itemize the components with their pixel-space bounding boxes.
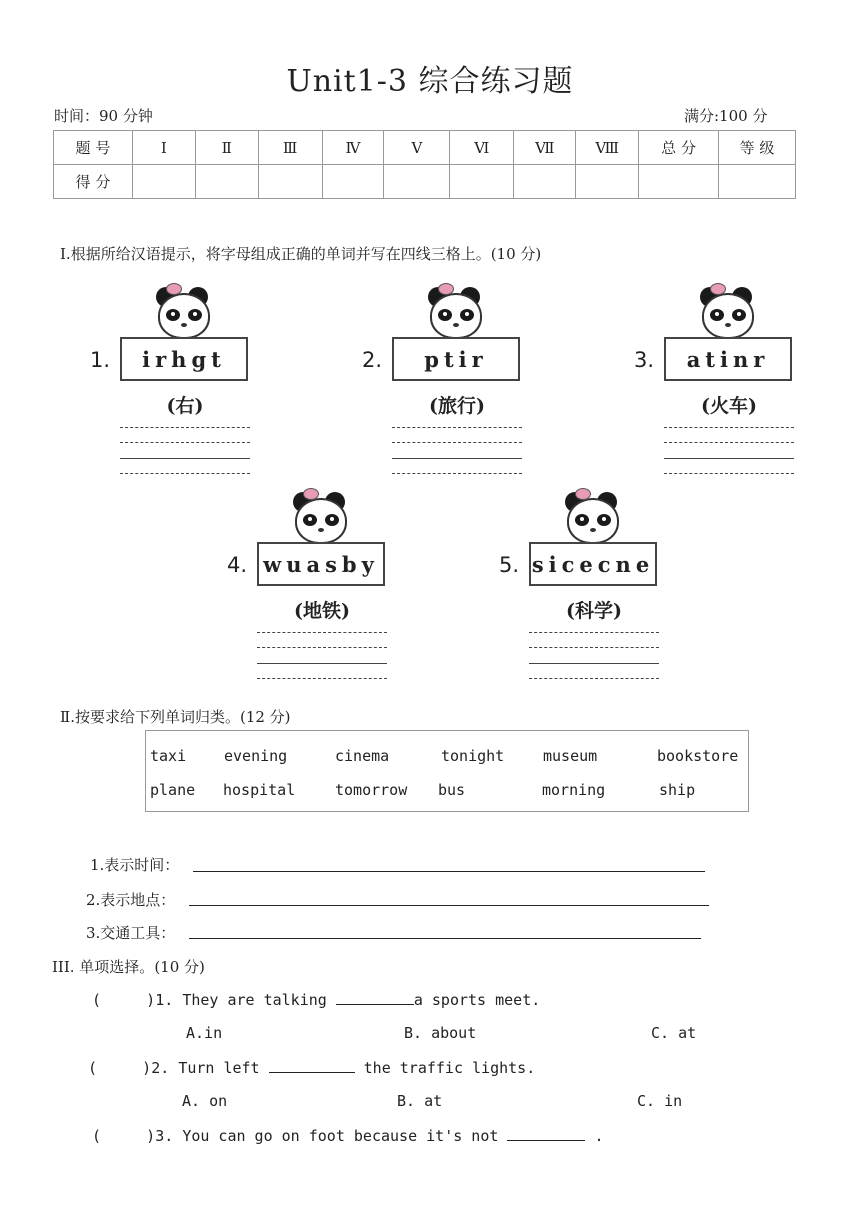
page-title: Unit1-3 综合练习题 xyxy=(286,64,574,99)
table-cell: Ⅳ xyxy=(322,131,384,165)
score-input-cell[interactable] xyxy=(384,165,450,199)
exam-time: 时间：90 分钟 xyxy=(54,107,153,125)
question-number: 3. xyxy=(155,1127,174,1145)
item-number: 3. xyxy=(634,348,655,372)
section-2-heading: Ⅱ.按要求给下列单词归类。(12 分) xyxy=(60,708,291,726)
question-blank[interactable] xyxy=(269,1058,355,1073)
fill-label-transport: 3.交通工具： xyxy=(86,924,176,942)
item-number: 2. xyxy=(362,348,383,372)
score-table-score-row xyxy=(54,165,796,199)
panda-icon xyxy=(561,490,621,546)
writing-lines[interactable] xyxy=(529,632,659,682)
panda-icon xyxy=(152,285,212,341)
question-text-after: a sports meet. xyxy=(413,991,541,1009)
answer-paren[interactable]: ( ) xyxy=(92,1127,156,1145)
table-cell: Ⅵ xyxy=(450,131,514,165)
question-2 xyxy=(88,1058,535,1077)
letter-box: atinr xyxy=(664,337,792,381)
question-number: 2. xyxy=(151,1059,170,1077)
writing-lines[interactable] xyxy=(120,427,250,477)
writing-lines[interactable] xyxy=(257,632,387,682)
question-1 xyxy=(92,990,540,1009)
word-card-1 xyxy=(90,285,230,485)
word-bank xyxy=(145,730,749,812)
table-cell: 总 分 xyxy=(639,131,719,165)
word-item: taxi xyxy=(150,747,187,765)
option-b[interactable]: B. about xyxy=(404,1024,477,1042)
answer-paren[interactable]: ( ) xyxy=(88,1059,152,1077)
full-score: 满分:100 分 xyxy=(684,107,768,125)
section-3-heading: III. 单项选择。(10 分) xyxy=(52,958,205,976)
item-number: 1. xyxy=(90,348,111,372)
table-cell: 题 号 xyxy=(54,131,133,165)
answer-line-time[interactable] xyxy=(193,870,705,872)
word-card-2 xyxy=(362,285,502,485)
option-c[interactable]: C. at xyxy=(651,1024,697,1042)
item-number: 4. xyxy=(227,553,248,577)
score-input-cell[interactable] xyxy=(639,165,719,199)
question-text-after: . xyxy=(585,1127,604,1145)
fill-label-place: 2.表示地点： xyxy=(86,891,176,909)
question-text-before: Turn left xyxy=(178,1059,269,1077)
chinese-hint: (右) xyxy=(166,395,204,417)
option-c[interactable]: C. in xyxy=(637,1092,683,1110)
score-input-cell[interactable] xyxy=(576,165,639,199)
score-input-cell[interactable] xyxy=(195,165,258,199)
option-a[interactable]: A. on xyxy=(182,1092,228,1110)
score-table xyxy=(53,130,796,199)
word-item: bus xyxy=(438,781,466,799)
question-text-after: the traffic lights. xyxy=(354,1059,536,1077)
table-cell: Ⅰ xyxy=(132,131,195,165)
table-cell: Ⅲ xyxy=(258,131,322,165)
answer-line-transport[interactable] xyxy=(189,937,701,939)
question-text-before: They are talking xyxy=(182,991,336,1009)
word-item: morning xyxy=(542,781,606,799)
chinese-hint: (科学) xyxy=(566,600,622,622)
option-a[interactable]: A.in xyxy=(186,1024,223,1042)
word-item: cinema xyxy=(335,747,390,765)
score-input-cell[interactable] xyxy=(514,165,576,199)
chinese-hint: (火车) xyxy=(701,395,757,417)
score-input-cell[interactable] xyxy=(450,165,514,199)
table-cell: 得 分 xyxy=(54,165,133,199)
score-input-cell[interactable] xyxy=(258,165,322,199)
word-card-3 xyxy=(634,285,774,485)
question-text-before: You can go on foot because it's not xyxy=(182,1127,508,1145)
table-cell: Ⅷ xyxy=(576,131,639,165)
fill-label-time: 1.表示时间： xyxy=(90,856,180,874)
letter-box: wuasby xyxy=(257,542,385,586)
table-cell: Ⅶ xyxy=(514,131,576,165)
writing-lines[interactable] xyxy=(392,427,522,477)
letter-box: irhgt xyxy=(120,337,248,381)
word-item: evening xyxy=(224,747,288,765)
word-item: hospital xyxy=(223,781,296,799)
chinese-hint: (地铁) xyxy=(294,600,350,622)
panda-icon xyxy=(289,490,349,546)
letter-box: ptir xyxy=(392,337,520,381)
option-b[interactable]: B. at xyxy=(397,1092,443,1110)
word-item: plane xyxy=(150,781,196,799)
word-item: tonight xyxy=(441,747,505,765)
word-item: ship xyxy=(659,781,696,799)
question-number: 1. xyxy=(155,991,174,1009)
writing-lines[interactable] xyxy=(664,427,794,477)
panda-icon xyxy=(696,285,756,341)
score-input-cell[interactable] xyxy=(719,165,796,199)
score-table-header-row xyxy=(54,131,796,165)
chinese-hint: (旅行) xyxy=(429,395,485,417)
word-card-5 xyxy=(499,490,655,690)
answer-line-place[interactable] xyxy=(189,904,709,906)
item-number: 5. xyxy=(499,553,520,577)
letter-box: sicecne xyxy=(529,542,657,586)
table-cell: 等 级 xyxy=(719,131,796,165)
word-card-4 xyxy=(227,490,379,690)
question-blank[interactable] xyxy=(336,990,414,1005)
score-input-cell[interactable] xyxy=(322,165,384,199)
table-cell: Ⅱ xyxy=(195,131,258,165)
table-cell: Ⅴ xyxy=(384,131,450,165)
question-blank[interactable] xyxy=(507,1126,585,1141)
word-item: museum xyxy=(543,747,598,765)
word-item: tomorrow xyxy=(335,781,408,799)
word-item: bookstore xyxy=(657,747,739,765)
question-3 xyxy=(92,1126,603,1145)
panda-icon xyxy=(424,285,484,341)
answer-paren[interactable]: ( ) xyxy=(92,991,156,1009)
score-input-cell[interactable] xyxy=(132,165,195,199)
section-1-heading: Ⅰ.根据所给汉语提示，将字母组成正确的单词并写在四线三格上。(10 分) xyxy=(60,245,542,263)
